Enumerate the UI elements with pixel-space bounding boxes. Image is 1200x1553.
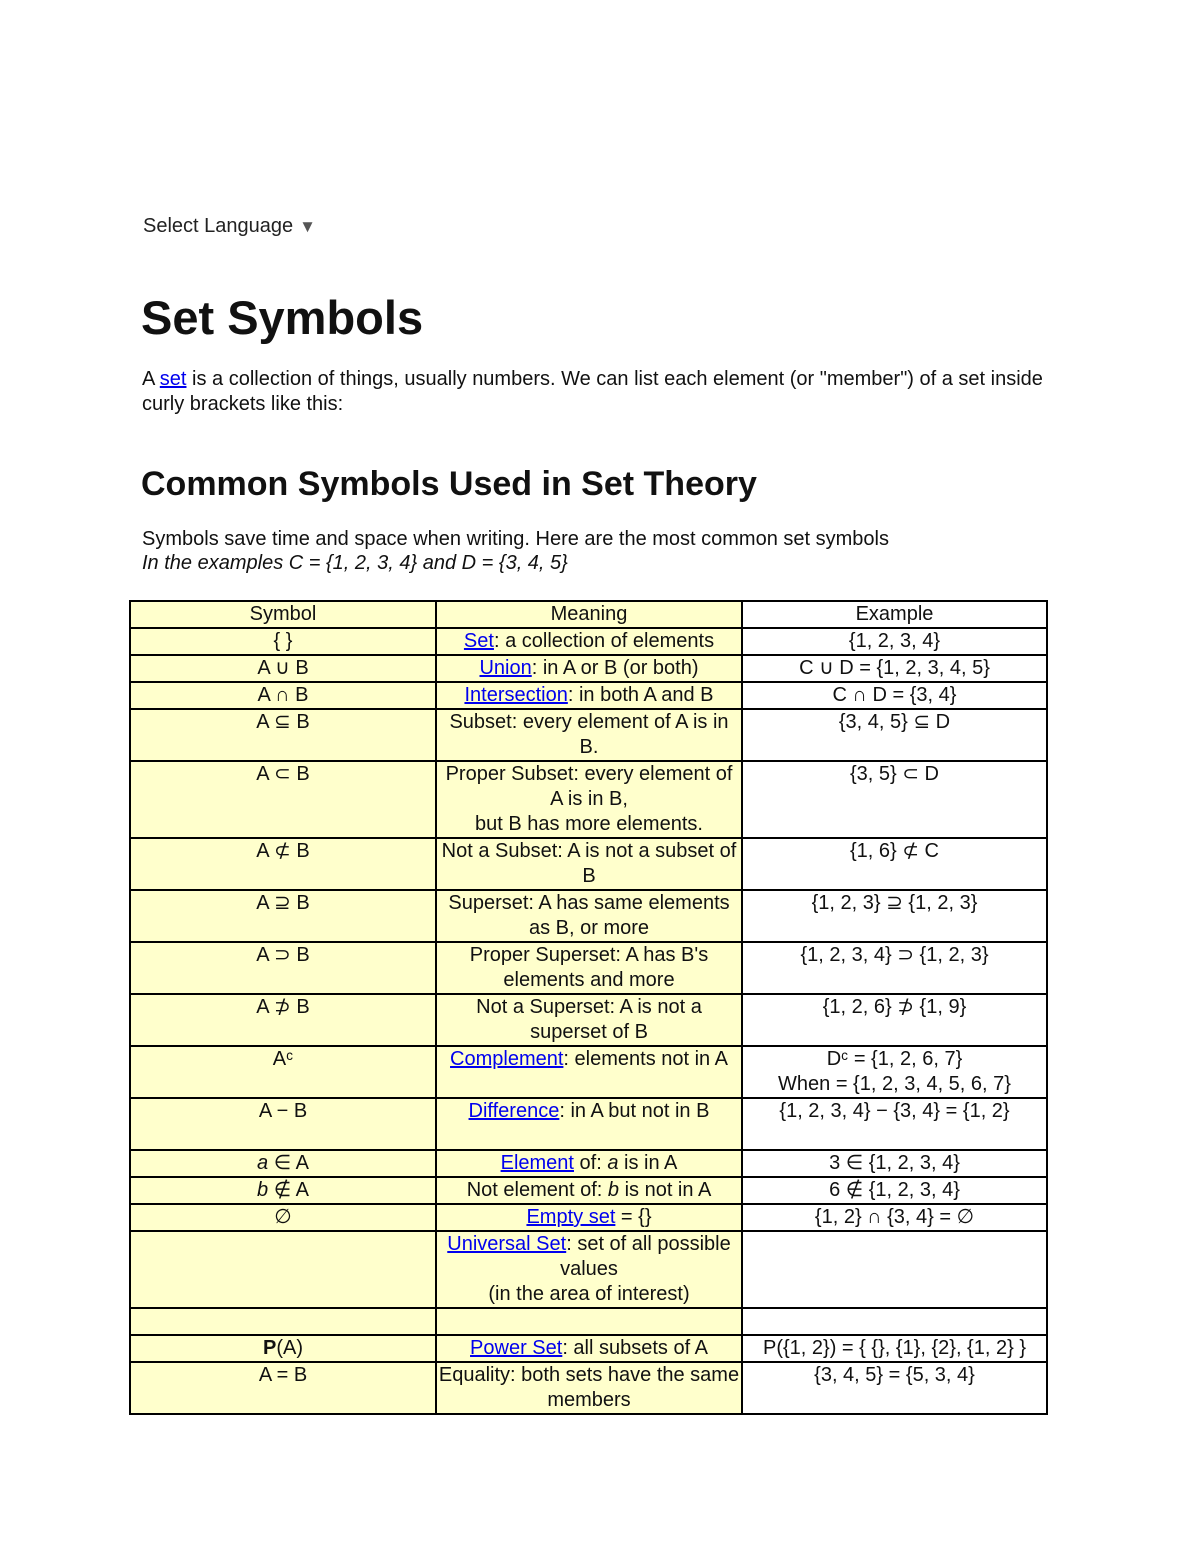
- example-cell: {3, 5} ⊂ D: [742, 761, 1047, 838]
- meaning-text: : a collection of elements: [493, 630, 715, 652]
- example-cell: {1, 2, 3, 4}: [742, 628, 1047, 655]
- symbol-cell: A ⊅ B: [130, 994, 436, 1046]
- symbol-cell: A = B: [130, 1362, 436, 1414]
- example-cell: 3 ∈ {1, 2, 3, 4}: [742, 1150, 1047, 1177]
- meaning-text-after: is not in A: [619, 1179, 712, 1201]
- example-cell: C ∩ D = {3, 4}: [742, 682, 1047, 709]
- header-example: Example: [742, 601, 1047, 628]
- table-row: [130, 994, 1047, 1046]
- symbol-cell: [130, 1335, 436, 1362]
- symbol-cell: { }: [130, 628, 436, 655]
- meaning-italic: b: [607, 1179, 620, 1201]
- example-cell: {3, 4, 5} ⊆ D: [742, 709, 1047, 761]
- meaning-text: : elements not in A: [563, 1048, 728, 1070]
- example-cell: {3, 4, 5} = {5, 3, 4}: [742, 1362, 1047, 1414]
- meaning-text: = {}: [615, 1206, 652, 1228]
- example-cell: {1, 2, 3, 4} ⊃ {1, 2, 3}: [742, 942, 1047, 994]
- meaning-text: : in both A and B: [567, 684, 714, 706]
- page-title: Set Symbols: [141, 291, 424, 344]
- union-link[interactable]: Union: [479, 657, 532, 679]
- meaning-text-line2: but B has more elements.: [475, 813, 703, 835]
- meaning-text: Not element of:: [466, 1179, 608, 1201]
- table-row: [130, 1362, 1047, 1414]
- meaning-cell: [436, 1177, 742, 1204]
- example-cell: C ∪ D = {1, 2, 3, 4, 5}: [742, 655, 1047, 682]
- symbol-cell: A − B: [130, 1098, 436, 1150]
- example-cell: [742, 1231, 1047, 1308]
- table-row: [130, 1150, 1047, 1177]
- table-header-row: [130, 601, 1047, 628]
- language-selector[interactable]: [143, 215, 316, 238]
- table-row: [130, 942, 1047, 994]
- symbol-cell: A ⊂ B: [130, 761, 436, 838]
- meaning-cell: Not a Subset: A is not a subset of B: [436, 838, 742, 890]
- intro-suffix: is a collection of things, usually numbers. We can list each element (or "member") of a set inside curly brackets like this:: [142, 368, 1043, 415]
- symbol-cell: A ⊃ B: [130, 942, 436, 994]
- universal-set-link[interactable]: Universal Set: [447, 1233, 567, 1255]
- meaning-cell: [436, 628, 742, 655]
- header-symbol: Symbol: [130, 601, 436, 628]
- meaning-text: : in A but not in B: [559, 1100, 710, 1122]
- meaning-cell: [436, 655, 742, 682]
- meaning-text: : in A or B (or both): [531, 657, 699, 679]
- meaning-cell: [436, 1308, 742, 1335]
- meaning-cell: [436, 1046, 742, 1098]
- symbol-text: ∉ A: [268, 1179, 309, 1201]
- symbol-text: (A): [276, 1337, 303, 1359]
- example-cell: [742, 1046, 1047, 1098]
- section-description: [142, 527, 889, 575]
- set-symbols-table: [129, 600, 1048, 1415]
- description-text: Symbols save time and space when writing. Here are the most common set symbols: [142, 528, 889, 550]
- power-set-link[interactable]: Power Set: [470, 1337, 563, 1359]
- symbol-cell: [130, 1231, 436, 1308]
- table-row: [130, 1204, 1047, 1231]
- complement-link[interactable]: Complement: [450, 1048, 564, 1070]
- meaning-cell: Subset: every element of A is in B.: [436, 709, 742, 761]
- table-row: [130, 1177, 1047, 1204]
- table-row: [130, 1231, 1047, 1308]
- table-row: [130, 1098, 1047, 1150]
- dropdown-arrow-icon: ▼: [299, 217, 316, 236]
- meaning-text: : all subsets of A: [562, 1337, 708, 1359]
- meaning-cell: [436, 1150, 742, 1177]
- table-row: [130, 1308, 1047, 1335]
- table-row: [130, 682, 1047, 709]
- table-row: [130, 628, 1047, 655]
- intersection-link[interactable]: Intersection: [464, 684, 568, 706]
- symbol-italic: a: [257, 1152, 269, 1174]
- example-cell: {1, 2} ∩ {3, 4} = ∅: [742, 1204, 1047, 1231]
- symbol-cell: A ⊄ B: [130, 838, 436, 890]
- example-cell: 6 ∉ {1, 2, 3, 4}: [742, 1177, 1047, 1204]
- symbol-cell: A ∩ B: [130, 682, 436, 709]
- intro-prefix: A: [142, 368, 160, 390]
- set-link[interactable]: set: [159, 368, 187, 390]
- symbol-cell: [130, 1177, 436, 1204]
- meaning-cell: Superset: A has same elements as B, or more: [436, 890, 742, 942]
- table-row: [130, 1335, 1047, 1362]
- example-cell: P({1, 2}) = { {}, {1}, {2}, {1, 2} }: [742, 1335, 1047, 1362]
- table-row: [130, 761, 1047, 838]
- example-cell: {1, 2, 6} ⊅ {1, 9}: [742, 994, 1047, 1046]
- example-cell: {1, 2, 3} ⊇ {1, 2, 3}: [742, 890, 1047, 942]
- meaning-text-after: is in A: [618, 1152, 678, 1174]
- symbol-cell: ∅: [130, 1204, 436, 1231]
- meaning-text-line2: (in the area of interest): [488, 1283, 690, 1305]
- meaning-text: of:: [573, 1152, 608, 1174]
- example-text-line2: When = {1, 2, 3, 4, 5, 6, 7}: [778, 1073, 1011, 1095]
- meaning-cell: [436, 1098, 742, 1150]
- example-text: Dᶜ = {1, 2, 6, 7}: [826, 1048, 963, 1070]
- header-meaning: Meaning: [436, 601, 742, 628]
- symbol-cell: A ⊇ B: [130, 890, 436, 942]
- meaning-cell: [436, 682, 742, 709]
- symbol-cell: [130, 1150, 436, 1177]
- meaning-cell: Equality: both sets have the same members: [436, 1362, 742, 1414]
- symbol-bold: P: [262, 1337, 277, 1359]
- example-cell: [742, 1308, 1047, 1335]
- symbol-cell: Aᶜ: [130, 1046, 436, 1098]
- example-cell: {1, 6} ⊄ C: [742, 838, 1047, 890]
- meaning-cell: Proper Superset: A has B's elements and more: [436, 942, 742, 994]
- symbol-text: ∈ A: [268, 1152, 309, 1174]
- meaning-cell: [436, 1335, 742, 1362]
- symbol-italic: b: [257, 1179, 269, 1201]
- section-heading: Common Symbols Used in Set Theory: [141, 465, 757, 503]
- meaning-text: Proper Subset: every element of A is in B,: [445, 763, 733, 810]
- language-selector-label: Select Language: [143, 215, 294, 237]
- symbol-cell: [130, 1308, 436, 1335]
- example-cell: {1, 2, 3, 4} − {3, 4} = {1, 2}: [742, 1098, 1047, 1150]
- empty-set-link[interactable]: Empty set: [526, 1206, 616, 1228]
- meaning-cell: [436, 1204, 742, 1231]
- table-row: [130, 655, 1047, 682]
- meaning-text: : set of all possible values: [560, 1233, 731, 1280]
- meaning-cell: [436, 1231, 742, 1308]
- table-row: [130, 1046, 1047, 1098]
- examples-line: In the examples C = {1, 2, 3, 4} and D = {3, 4, 5}: [142, 552, 568, 574]
- meaning-cell: Not a Superset: A is not a superset of B: [436, 994, 742, 1046]
- element-link[interactable]: Element: [500, 1152, 574, 1174]
- set-link[interactable]: Set: [463, 630, 494, 652]
- meaning-italic: a: [607, 1152, 619, 1174]
- table-row: [130, 838, 1047, 890]
- table-row: [130, 890, 1047, 942]
- table-row: [130, 709, 1047, 761]
- symbol-cell: A ∪ B: [130, 655, 436, 682]
- difference-link[interactable]: Difference: [468, 1100, 560, 1122]
- meaning-cell: [436, 761, 742, 838]
- intro-paragraph: [142, 367, 1082, 417]
- symbol-cell: A ⊆ B: [130, 709, 436, 761]
